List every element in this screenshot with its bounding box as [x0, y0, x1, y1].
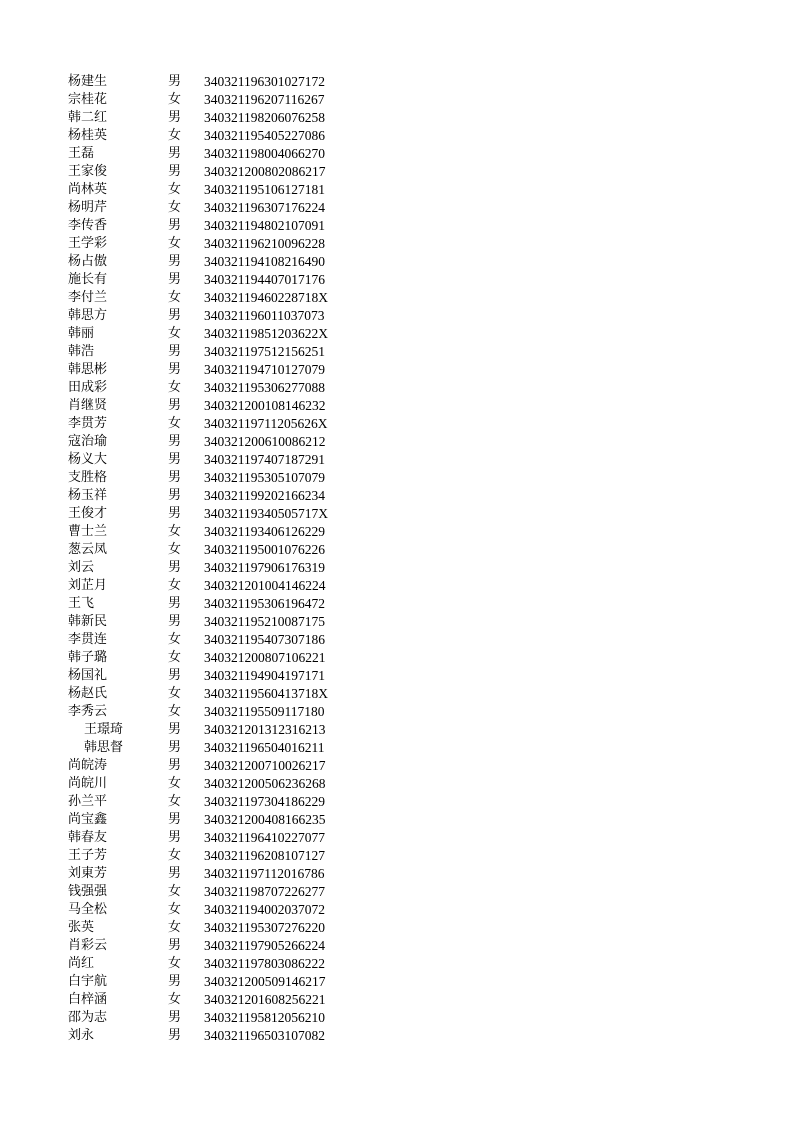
person-gender: 男: [168, 308, 182, 323]
table-row: [0, 127, 793, 145]
person-gender: 男: [168, 812, 182, 827]
person-id-number: 340321194407017176: [204, 272, 325, 287]
person-id-number: 340321200807106221: [204, 650, 326, 665]
person-name: 曹士兰: [68, 524, 108, 539]
person-id-number: 340321193406126229: [204, 524, 325, 539]
person-name: 李贯连: [68, 632, 108, 647]
person-id-number: 340321195210087175: [204, 614, 325, 629]
table-row: [0, 181, 793, 199]
table-row: [0, 469, 793, 487]
person-id-number: 340321196210096228: [204, 236, 325, 251]
person-id-number: 340321196504016211: [204, 740, 325, 755]
person-name: 杨赵氏: [68, 686, 108, 701]
person-id-number: 340321197905266224: [204, 938, 325, 953]
person-gender: 男: [168, 560, 182, 575]
person-id-number: 340321195305107079: [204, 470, 325, 485]
table-row: [0, 73, 793, 91]
person-name: 尚皖涛: [68, 758, 108, 773]
person-gender: 女: [168, 92, 182, 107]
person-id-number: 340321195407307186: [204, 632, 325, 647]
person-id-number: 34032119711205626X: [204, 416, 328, 431]
person-gender: 女: [168, 686, 182, 701]
person-id-number: 340321196410227077: [204, 830, 325, 845]
person-gender: 女: [168, 380, 182, 395]
person-id-number: 340321194108216490: [204, 254, 325, 269]
person-gender: 男: [168, 218, 182, 233]
person-gender: 女: [168, 776, 182, 791]
person-gender: 女: [168, 128, 182, 143]
table-row: [0, 973, 793, 991]
person-gender: 男: [168, 254, 182, 269]
table-row: [0, 613, 793, 631]
person-gender: 男: [168, 614, 182, 629]
person-id-number: 340321196301027172: [204, 74, 325, 89]
person-gender: 女: [168, 992, 182, 1007]
person-id-number: 340321196208107127: [204, 848, 325, 863]
person-gender: 男: [168, 938, 182, 953]
person-id-number: 340321197512156251: [204, 344, 325, 359]
person-name: 白宇航: [68, 974, 108, 989]
person-name: 孙兰平: [68, 794, 108, 809]
person-gender: 男: [168, 110, 182, 125]
table-row: [0, 775, 793, 793]
table-row: [0, 793, 793, 811]
person-name: 寇治瑜: [68, 434, 108, 449]
person-name: 田成彩: [68, 380, 108, 395]
table-row: [0, 721, 793, 739]
person-id-number: 340321201608256221: [204, 992, 326, 1007]
table-row: [0, 667, 793, 685]
person-gender: 男: [168, 398, 182, 413]
table-row: [0, 829, 793, 847]
table-row: [0, 739, 793, 757]
table-row: [0, 433, 793, 451]
person-id-number: 340321200802086217: [204, 164, 326, 179]
person-gender: 男: [168, 470, 182, 485]
person-name: 尚红: [68, 956, 95, 971]
table-row: [0, 415, 793, 433]
table-row: [0, 685, 793, 703]
table-row: [0, 937, 793, 955]
table-row: [0, 361, 793, 379]
table-row: [0, 919, 793, 937]
person-id-number: 340321198206076258: [204, 110, 325, 125]
table-row: [0, 649, 793, 667]
person-gender: 女: [168, 632, 182, 647]
person-name: 韩丽: [68, 326, 95, 341]
person-name: 韩新民: [68, 614, 108, 629]
person-name: 李传香: [68, 218, 108, 233]
person-name: 肖彩云: [68, 938, 108, 953]
table-row: [0, 1027, 793, 1045]
person-gender: 女: [168, 920, 182, 935]
person-name: 施长有: [68, 272, 108, 287]
person-name: 葱云凤: [68, 542, 108, 557]
person-gender: 男: [168, 1010, 182, 1025]
table-row: [0, 109, 793, 127]
person-gender: 女: [168, 794, 182, 809]
person-gender: 男: [168, 488, 182, 503]
person-gender: 女: [168, 200, 182, 215]
table-row: [0, 487, 793, 505]
table-row: [0, 199, 793, 217]
table-row: [0, 271, 793, 289]
table-row: [0, 253, 793, 271]
person-id-number: 340321197906176319: [204, 560, 325, 575]
person-id-number: 340321195106127181: [204, 182, 325, 197]
person-gender: 女: [168, 884, 182, 899]
person-id-number: 34032119851203622X: [204, 326, 328, 341]
person-id-number: 340321195001076226: [204, 542, 325, 557]
person-gender: 男: [168, 974, 182, 989]
person-gender: 女: [168, 182, 182, 197]
table-row: [0, 379, 793, 397]
person-id-number: 34032119340505717X: [204, 506, 328, 521]
person-name: 杨占傲: [68, 254, 108, 269]
table-row: [0, 505, 793, 523]
table-row: [0, 1009, 793, 1027]
person-name: 杨明芹: [68, 200, 108, 215]
person-name: 邵为志: [68, 1010, 108, 1025]
person-id-number: 340321197112016786: [204, 866, 325, 881]
person-name: 支胜格: [68, 470, 108, 485]
person-name: 王璟琦: [84, 722, 124, 737]
person-name: 韩思方: [68, 308, 108, 323]
person-gender: 女: [168, 848, 182, 863]
person-name: 李付兰: [68, 290, 108, 305]
person-name: 李秀云: [68, 704, 108, 719]
person-id-number: 340321199202166234: [204, 488, 325, 503]
person-id-number: 340321198004066270: [204, 146, 325, 161]
person-gender: 女: [168, 236, 182, 251]
person-name: 王学彩: [68, 236, 108, 251]
table-row: [0, 757, 793, 775]
person-id-number: 340321200506236268: [204, 776, 326, 791]
person-name: 韩浩: [68, 344, 95, 359]
table-row: [0, 559, 793, 577]
person-gender: 男: [168, 362, 182, 377]
person-name: 马全松: [68, 902, 108, 917]
table-row: [0, 217, 793, 235]
person-id-number: 340321198707226277: [204, 884, 325, 899]
person-name: 杨义大: [68, 452, 108, 467]
person-id-number: 340321200710026217: [204, 758, 326, 773]
person-id-number: 340321197803086222: [204, 956, 325, 971]
person-gender: 男: [168, 830, 182, 845]
table-row: [0, 595, 793, 613]
person-id-number: 340321196011037073: [204, 308, 325, 323]
person-gender: 男: [168, 506, 182, 521]
person-gender: 女: [168, 416, 182, 431]
person-id-number: 340321197407187291: [204, 452, 325, 467]
person-name: 尚宝鑫: [68, 812, 108, 827]
person-name: 张英: [68, 920, 95, 935]
person-id-number: 340321200108146232: [204, 398, 326, 413]
person-name: 李贯芳: [68, 416, 108, 431]
person-name: 宗桂花: [68, 92, 108, 107]
person-name: 杨建生: [68, 74, 108, 89]
person-gender: 男: [168, 272, 182, 287]
person-id-number: 340321196207116267: [204, 92, 325, 107]
person-gender: 女: [168, 704, 182, 719]
table-row: [0, 811, 793, 829]
table-row: [0, 397, 793, 415]
person-name: 白梓涵: [68, 992, 108, 1007]
table-row: [0, 865, 793, 883]
table-row: [0, 289, 793, 307]
person-gender: 女: [168, 956, 182, 971]
table-row: [0, 955, 793, 973]
person-id-number: 340321195306196472: [204, 596, 325, 611]
table-row: [0, 307, 793, 325]
person-name: 刘東芳: [68, 866, 108, 881]
table-row: [0, 91, 793, 109]
person-name: 王磊: [68, 146, 95, 161]
person-gender: 男: [168, 596, 182, 611]
person-gender: 女: [168, 542, 182, 557]
person-gender: 男: [168, 434, 182, 449]
table-row: [0, 523, 793, 541]
person-id-number: 340321201004146224: [204, 578, 326, 593]
person-id-number: 340321194904197171: [204, 668, 325, 683]
person-name: 韩思彬: [68, 362, 108, 377]
person-name: 杨玉祥: [68, 488, 108, 503]
person-id-number: 340321195509117180: [204, 704, 325, 719]
person-id-number: 340321200509146217: [204, 974, 326, 989]
person-gender: 女: [168, 326, 182, 341]
person-gender: 男: [168, 164, 182, 179]
person-id-number: 340321196503107082: [204, 1028, 325, 1043]
person-gender: 男: [168, 866, 182, 881]
person-gender: 男: [168, 146, 182, 161]
person-name: 钱强强: [68, 884, 108, 899]
table-row: [0, 541, 793, 559]
person-id-number: 340321201312316213: [204, 722, 326, 737]
person-id-number: 340321200408166235: [204, 812, 326, 827]
table-row: [0, 325, 793, 343]
person-name: 杨桂英: [68, 128, 108, 143]
person-name: 王俊才: [68, 506, 108, 521]
person-id-number: 340321197304186229: [204, 794, 325, 809]
person-name: 王子芳: [68, 848, 108, 863]
person-id-number: 340321195405227086: [204, 128, 325, 143]
person-id-number: 340321194802107091: [204, 218, 325, 233]
person-name: 尚皖川: [68, 776, 108, 791]
person-id-number: 340321196307176224: [204, 200, 325, 215]
person-name: 刘永: [68, 1028, 95, 1043]
person-gender: 男: [168, 740, 182, 755]
table-row: [0, 631, 793, 649]
table-row: [0, 901, 793, 919]
person-gender: 女: [168, 290, 182, 305]
person-id-number: 340321195306277088: [204, 380, 325, 395]
person-id-number: 340321195812056210: [204, 1010, 325, 1025]
person-gender: 男: [168, 668, 182, 683]
table-row: [0, 991, 793, 1009]
person-roster-table: [0, 73, 793, 1045]
person-gender: 男: [168, 758, 182, 773]
person-name: 杨国礼: [68, 668, 108, 683]
person-gender: 女: [168, 650, 182, 665]
table-row: [0, 145, 793, 163]
person-gender: 男: [168, 452, 182, 467]
table-row: [0, 163, 793, 181]
person-name: 韩春友: [68, 830, 108, 845]
table-row: [0, 847, 793, 865]
person-gender: 男: [168, 344, 182, 359]
person-gender: 女: [168, 902, 182, 917]
person-name: 韩子璐: [68, 650, 108, 665]
person-name: 王飞: [68, 596, 95, 611]
person-name: 韩思督: [84, 740, 124, 755]
person-name: 刘云: [68, 560, 95, 575]
table-row: [0, 343, 793, 361]
person-gender: 男: [168, 722, 182, 737]
person-gender: 女: [168, 524, 182, 539]
table-row: [0, 577, 793, 595]
person-gender: 男: [168, 1028, 182, 1043]
person-gender: 男: [168, 74, 182, 89]
person-id-number: 340321195307276220: [204, 920, 325, 935]
person-id-number: 340321194002037072: [204, 902, 325, 917]
person-id-number: 34032119460228718X: [204, 290, 328, 305]
person-id-number: 340321194710127079: [204, 362, 325, 377]
person-gender: 女: [168, 578, 182, 593]
person-name: 王家俊: [68, 164, 108, 179]
person-id-number: 34032119560413718X: [204, 686, 328, 701]
person-name: 尚林英: [68, 182, 108, 197]
table-row: [0, 703, 793, 721]
table-row: [0, 451, 793, 469]
person-id-number: 340321200610086212: [204, 434, 326, 449]
person-name: 刘芷月: [68, 578, 108, 593]
table-row: [0, 883, 793, 901]
person-name: 韩二红: [68, 110, 108, 125]
person-name: 肖继贤: [68, 398, 108, 413]
table-row: [0, 235, 793, 253]
